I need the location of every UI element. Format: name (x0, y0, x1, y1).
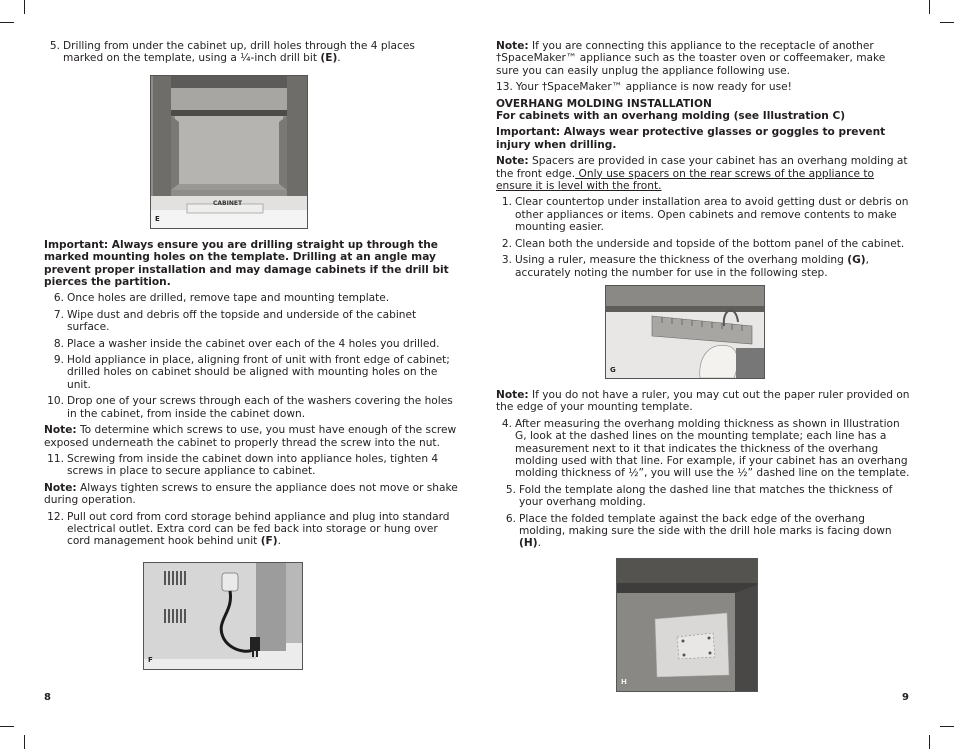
cabinet-caption: CABINET (213, 199, 243, 207)
figure-label: G (610, 365, 616, 374)
illustration-e (150, 75, 308, 229)
section-subheading: For cabinets with an overhang molding (see Illustration C) (496, 110, 846, 123)
illustration-f (143, 562, 303, 670)
step-12: 12. Pull out cord from cord storage behind appliance and plug into standard electrical outlet. Extra cord can be fed back into storage or hung over cord management hook behind unit (F). (47, 510, 450, 548)
figure-ref: (H) (519, 537, 538, 550)
list-item: 1. Clear countertop under installation area to avoid getting dust or debris on other appliances or items. Open cabinets and remove contents to make mounting easier. (501, 196, 909, 234)
note-tighten: Note: Always tighten screws to ensure the appliance does not move or shake during operation. (44, 481, 458, 507)
step-number: 5. (49, 40, 60, 52)
crop-mark (24, 735, 25, 749)
steps-6-to-10 (44, 292, 458, 420)
note-screws: Note: To determine which screws to use, you must have enough of the screw exposed underneath the cabinet to properly thread the screw into the nut. (44, 424, 457, 449)
step-4: 4. After measuring the overhang molding thickness as shown in Illustration G, look at the dashed lines on the mounting template; each line has a measurement next to it that indicates the thickness of the overhang molding used with that line. For example, if your cabinet has an overhang molding thickness of ½”, you will use the ½” dashed line on the template. (501, 417, 910, 480)
crop-mark (0, 726, 14, 727)
figure-ref: (G) (847, 254, 866, 267)
figure-label: H (621, 678, 627, 687)
illustration-h (616, 558, 758, 692)
step-3: 3. Using a ruler, measure the thickness of the overhang molding (G), accurately noting the number for use in the following step. (501, 254, 869, 279)
note-spacers: Note: Spacers are provided in case your cabinet has an overhang molding at the front edge. Only use spacers on the rear screws of the appliance to ensure it is level with the front. (496, 155, 908, 193)
list-item: 9. Hold appliance in place, aligning front of unit with front edge of cabinet; drilled holes on cabinet should be aligned with mounting holes on the unit. (53, 354, 450, 391)
list-item: 8. Place a washer inside the cabinet over each of the 4 holes you drilled. (53, 337, 440, 350)
step-5-drilling: 5. Drilling from under the cabinet up, drill holes through the 4 places marked on the template, using a ¼-inch drill bit (E). (44, 40, 458, 65)
template-under-cabinet-illustration (617, 559, 757, 691)
figure-label: F (148, 656, 153, 665)
list-item: 7. Wipe dust and debris off the topside and underside of the cabinet surface. (53, 308, 417, 334)
ruler-measuring-illustration (606, 286, 764, 378)
list-item: 6. Once holes are drilled, remove tape and mounting template. (53, 292, 390, 305)
important-note: Important: Always ensure you are drilling straight up through the marked mounting holes on the template. Drilling at an angle may prevent proper installation and may damage cabinets if the drill bit pierces the partition. (44, 238, 449, 289)
crop-mark (24, 0, 25, 14)
note-ruler: Note: If you do not have a ruler, you may cut out the paper ruler provided on the edge of your mounting template. (496, 388, 910, 414)
step-13: 13. Your †SpaceMaker™ appliance is now ready for use! (496, 81, 792, 94)
section-heading: OVERHANG MOLDING INSTALLATION (496, 97, 712, 110)
page-number-right: 9 (902, 692, 909, 703)
note-connecting: Note: If you are connecting this appliance to the receptacle of another †SpaceMaker™ appliance such as the toaster oven or coffeemaker, make sure you can easily unplug the appliance following use. (496, 40, 886, 77)
list-item: 10. Drop one of your screws through each of the washers covering the holes in the cabinet, from inside the cabinet down. (47, 395, 453, 420)
right-page (496, 40, 910, 692)
step-6-place: 6. Place the folded template against the back edge of the overhang molding, making sure the side with the drill hole marks is facing down (H). (505, 512, 892, 550)
important-glasses: Important: Always wear protective glasses or goggles to prevent injury when drilling. (496, 126, 886, 151)
crop-mark (940, 726, 954, 727)
crop-mark (929, 0, 930, 14)
illustration-g (605, 285, 765, 379)
figure-ref: (E) (320, 52, 338, 65)
page-number-left: 8 (44, 692, 51, 703)
figure-ref: (F) (260, 535, 278, 548)
step-5-fold: 5. Fold the template along the dashed line that matches the thickness of your overhang molding. (505, 483, 893, 509)
crop-mark (929, 735, 930, 749)
step-11: 11. Screwing from inside the cabinet down into appliance holes, tighten 4 screws in place to secure appliance to cabinet. (47, 452, 439, 478)
figure-label: E (155, 215, 160, 224)
list-item: 2. Clean both the underside and topside of the bottom panel of the cabinet. (501, 237, 905, 250)
left-page (44, 40, 458, 670)
crop-mark (0, 22, 14, 23)
steps-1-to-2 (496, 196, 910, 250)
crop-mark (940, 22, 954, 23)
step-text: Drilling from under the cabinet up, drill holes through the 4 places marked on the template, using a ¼-inch drill bit (63, 40, 415, 65)
appliance-cord-illustration (144, 563, 302, 669)
